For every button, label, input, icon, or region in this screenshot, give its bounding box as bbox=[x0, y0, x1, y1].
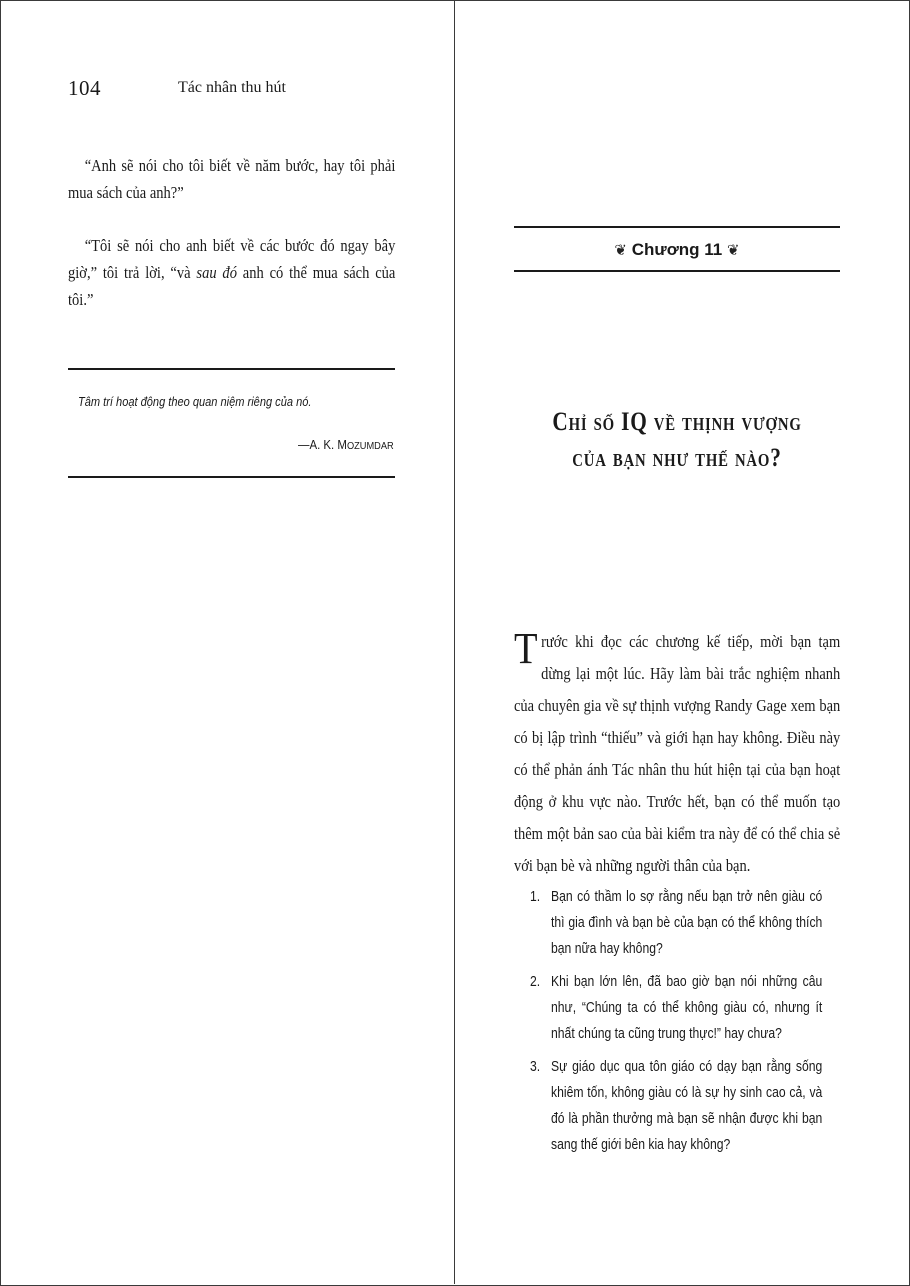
ornament-left-icon: ❦ bbox=[614, 242, 627, 259]
running-head: Tác nhân thu hút bbox=[178, 79, 286, 96]
chapter-title-line: của bạn như thế nào? bbox=[572, 443, 782, 472]
epigraph-text: Tâm trí hoạt động theo quan niệm riêng của nó. bbox=[78, 394, 312, 409]
question-list bbox=[530, 884, 822, 1165]
epigraph-bottom-rule bbox=[68, 476, 395, 478]
chapter-bottom-rule bbox=[514, 270, 840, 272]
epigraph-top-rule bbox=[68, 368, 395, 370]
drop-cap: T bbox=[514, 624, 538, 673]
list-item: 3. Sự giáo dục qua tôn giáo có dạy bạn rằng sống khiêm tốn, không giàu có là sự hy sinh cao cả, và đó là phần thưởng mà bạn sẽ nhận được khi bạn sang thế giới bên kia hay không? bbox=[530, 1059, 823, 1153]
chapter-title bbox=[543, 404, 810, 476]
emphasis-text: sau đó bbox=[196, 263, 237, 282]
epigraph-author: —A. K. MOZUMDAR bbox=[298, 437, 394, 452]
chapter-title-line: Chỉ số IQ về thịnh vượng bbox=[552, 407, 802, 436]
list-item: 1. Bạn có thầm lo sợ rằng nếu bạn trở nên giàu có thì gia đình và bạn bè của bạn có thể không thích bạn nữa hay không? bbox=[530, 889, 823, 957]
list-item: 2. Khi bạn lớn lên, đã bao giờ bạn nói những câu như, “Chúng ta có thể không giàu có, nhưng ít nhất chúng ta cũng trung thực!” hay chưa? bbox=[530, 974, 823, 1042]
intro-paragraph: Trước khi đọc các chương kế tiếp, mời bạn tạm dừng lại một lúc. Hãy làm bài trắc nghiệm nhanh của chuyên gia về sự thịnh vượng Randy Gage xem bạn có bị lập trình “thiếu” và giới hạn hay không. Điều này có thể phản ánh Tác nhân thu hút hiện tại của bạn hoạt động ở khu vực nào. Trước hết, bạn có thể muốn tạo thêm một bản sao của bài kiểm tra này để có thể chia sẻ với bạn bè và những người thân của bạn. bbox=[514, 624, 841, 875]
body-paragraph: “Anh sẽ nói cho tôi biết về năm bước, hay tôi phải mua sách của anh?” bbox=[68, 156, 396, 202]
chapter-top-rule bbox=[514, 226, 840, 228]
page-number: 104 bbox=[68, 76, 101, 100]
body-paragraph: “Tôi sẽ nói cho anh biết về các bước đó ngay bây giờ,” tôi trả lời, “và sau đó anh có thể mua sách của tôi.” bbox=[68, 236, 396, 309]
ornament-right-icon: ❦ bbox=[727, 242, 740, 259]
chapter-label: ❦ Chương 11 ❦ bbox=[614, 240, 740, 259]
page-divider bbox=[454, 0, 455, 1284]
